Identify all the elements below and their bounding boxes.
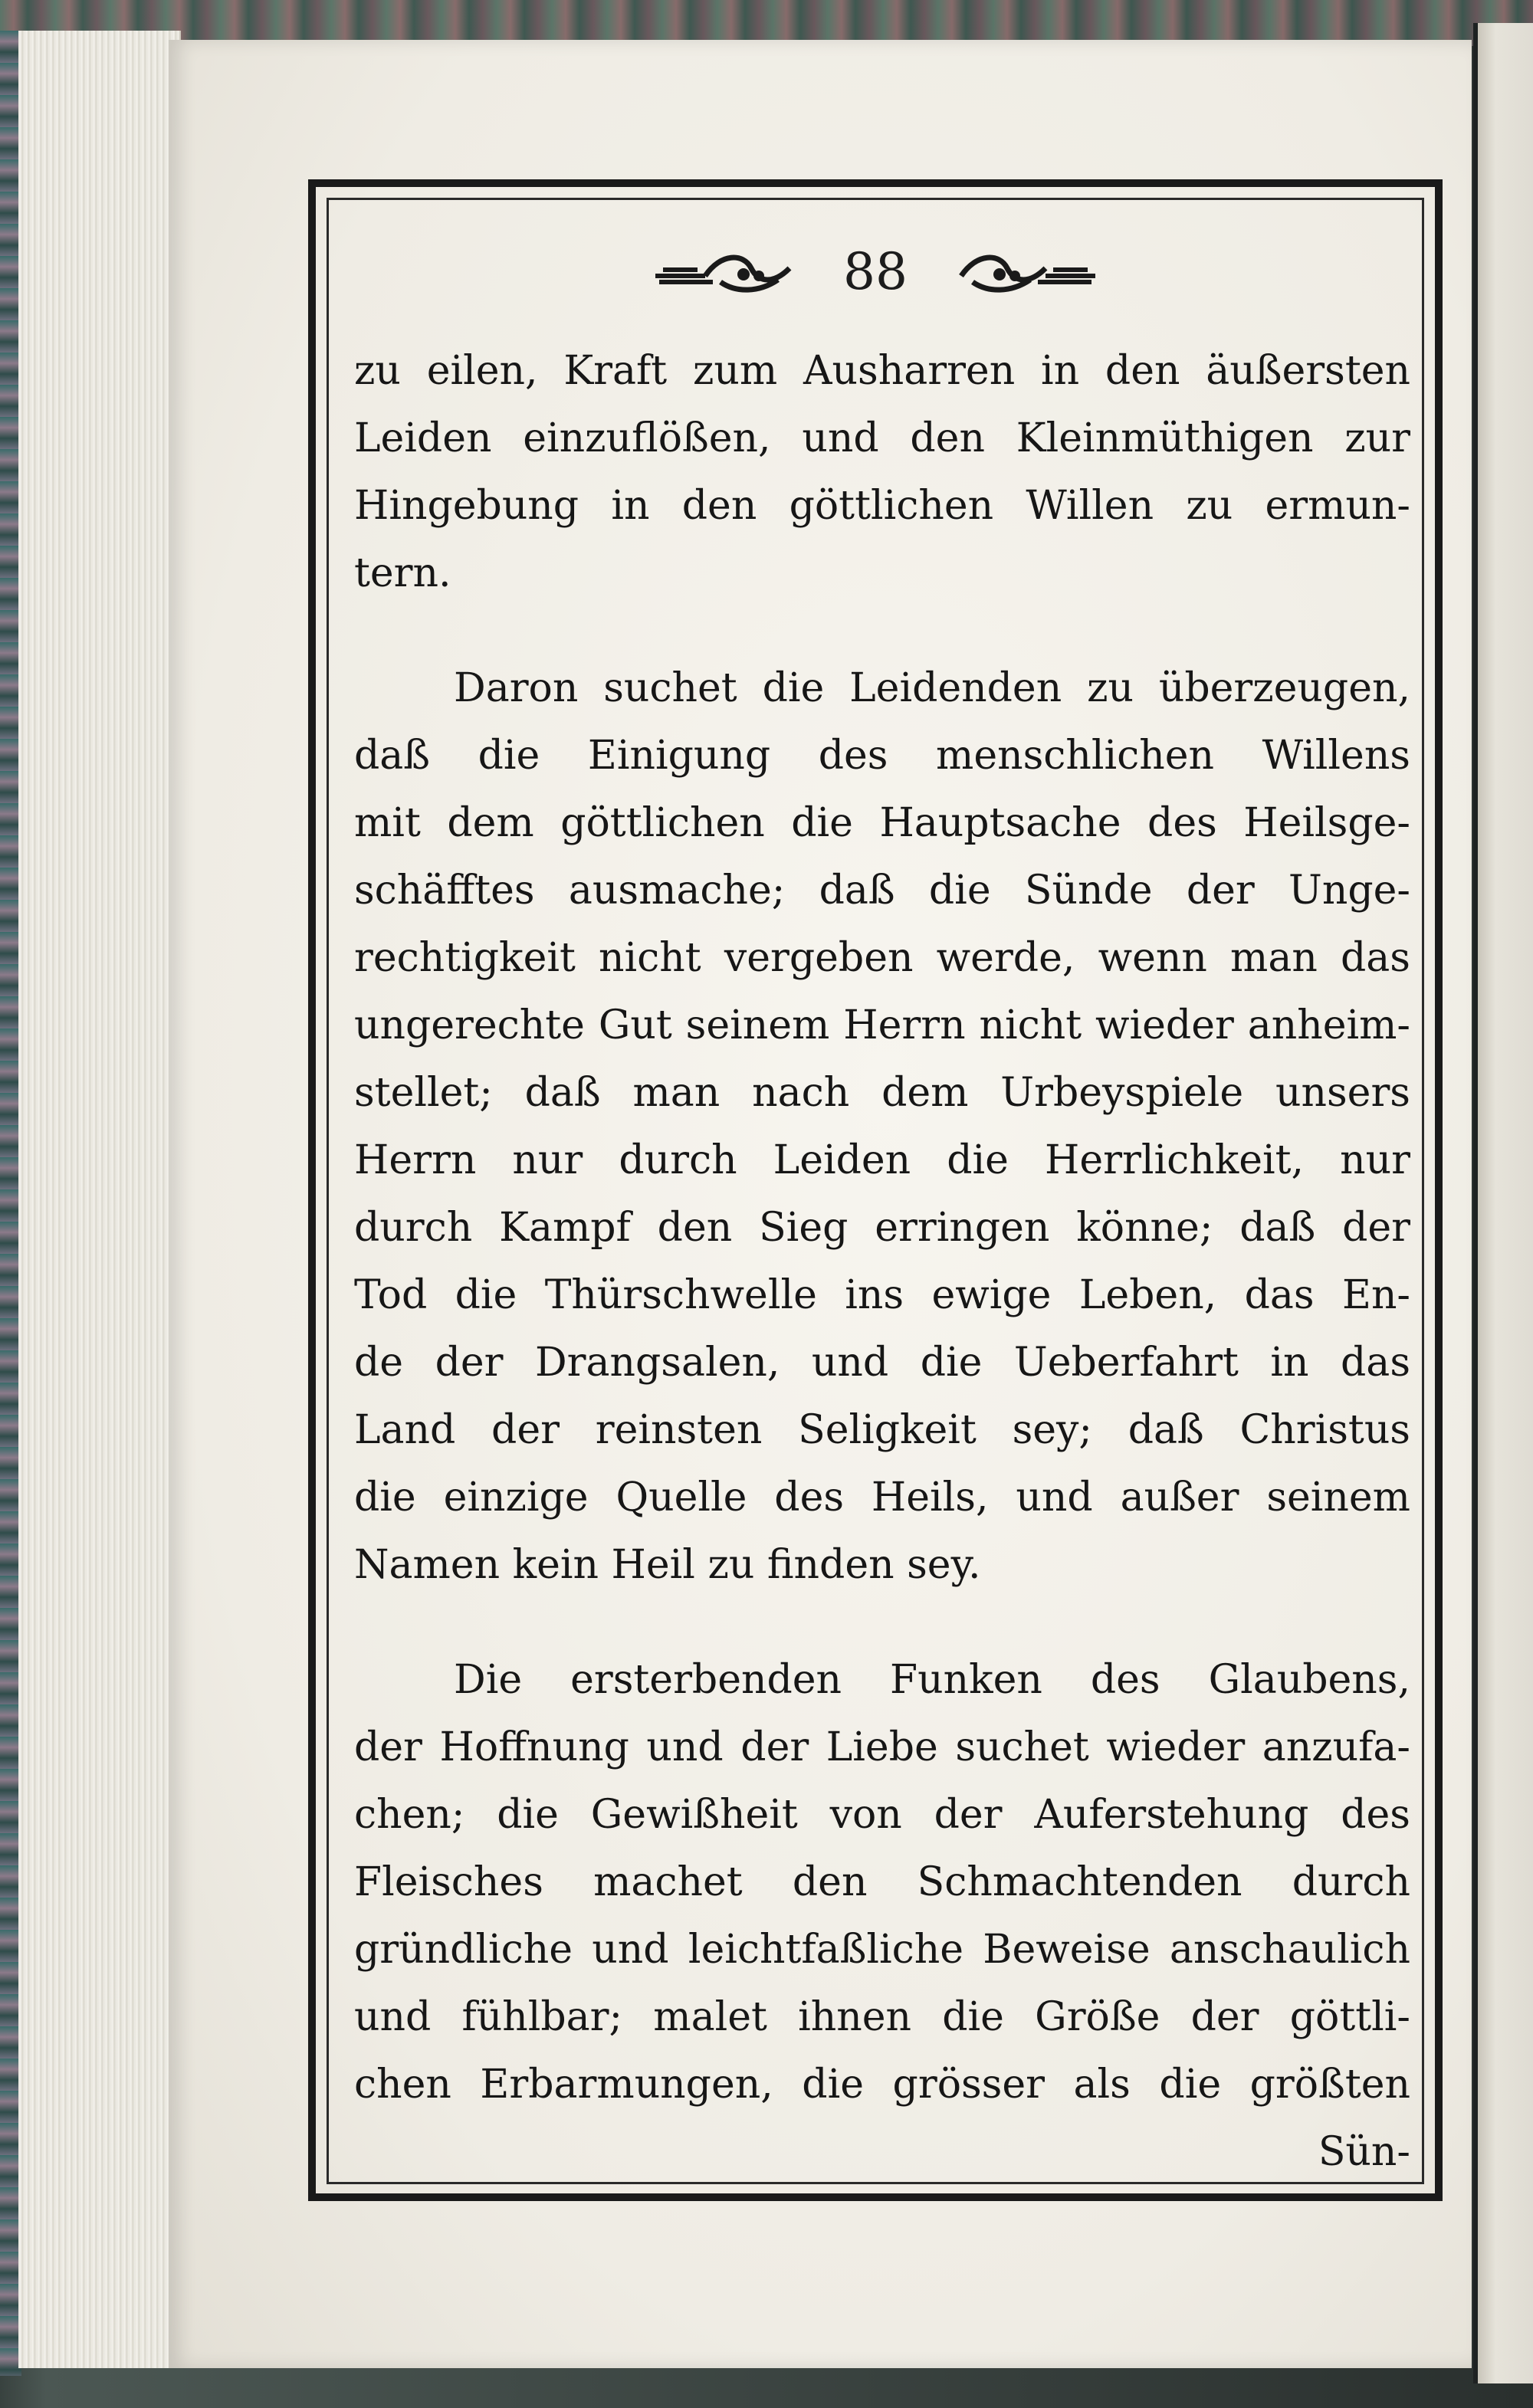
book-cover-top (0, 0, 1533, 46)
text-line: durch Kampf den Sieg erringen könne; daß der (354, 1205, 1410, 1251)
text-line: mit dem göttlichen die Hauptsache des Heilsge- (354, 800, 1410, 846)
paragraph-3 (354, 1646, 1410, 2186)
text-line: Die ersterbenden Funken des Glaubens, (454, 1657, 1410, 1703)
left-ornament-icon (652, 245, 797, 299)
text-line: Herrn nur durch Leiden die Herrlichkeit, nur (354, 1137, 1410, 1183)
page-number: 88 (843, 242, 908, 301)
text-line: Leiden einzuflößen, und den Kleinmüthigen zur (354, 415, 1410, 461)
text-line: Land der reinsten Seligkeit sey; daß Christus (354, 1407, 1410, 1453)
text-line: de der Drangsalen, und die Ueberfahrt in das (354, 1340, 1410, 1386)
facing-page-edge (1473, 23, 1533, 2383)
text-line: gründliche und leichtfaßliche Beweise anschaulich (354, 1927, 1410, 1973)
paragraph-2 (354, 654, 1410, 1599)
text-line: stellet; daß man nach dem Urbeyspiele unsers (354, 1070, 1410, 1116)
text-line: die einzige Quelle des Heils, und außer seinem (354, 1475, 1410, 1521)
body-text (354, 337, 1410, 2186)
text-line: Hingebung in den göttlichen Willen zu ermun- (354, 483, 1410, 529)
text-line: schäfftes ausmache; daß die Sünde der Unge- (354, 868, 1410, 914)
text-line: Daron suchet die Leidenden zu überzeugen, (454, 665, 1410, 711)
catchword: Sün- (1318, 2129, 1410, 2175)
text-line: Tod die Thürschwelle ins ewige Leben, das En- (354, 1272, 1410, 1318)
page-stack (18, 31, 181, 2368)
text-line: daß die Einigung des menschlichen Willens (354, 733, 1410, 779)
text-line: Namen kein Heil zu finden sey. (354, 1542, 981, 1588)
text-line: ungerechte Gut seinem Herrn nicht wieder anheim- (354, 1002, 1410, 1048)
paragraph-1 (354, 337, 1410, 607)
text-line: Fleisches machet den Schmachtenden durch (354, 1859, 1410, 1905)
text-line: der Hoffnung und der Liebe suchet wieder anzufa- (354, 1724, 1410, 1770)
text-line: tern. (354, 550, 451, 596)
text-line: chen; die Gewißheit von der Auferstehung des (354, 1792, 1410, 1838)
text-line: zu eilen, Kraft zum Ausharren in den äußersten (354, 348, 1410, 394)
page-header (327, 230, 1424, 314)
text-line: rechtigkeit nicht vergeben werde, wenn man das (354, 935, 1410, 981)
text-line: chen Erbarmungen, die grösser als die größten (354, 2062, 1410, 2108)
right-ornament-icon (954, 245, 1099, 299)
text-line: und fühlbar; malet ihnen die Größe der göttli- (354, 1994, 1410, 2040)
